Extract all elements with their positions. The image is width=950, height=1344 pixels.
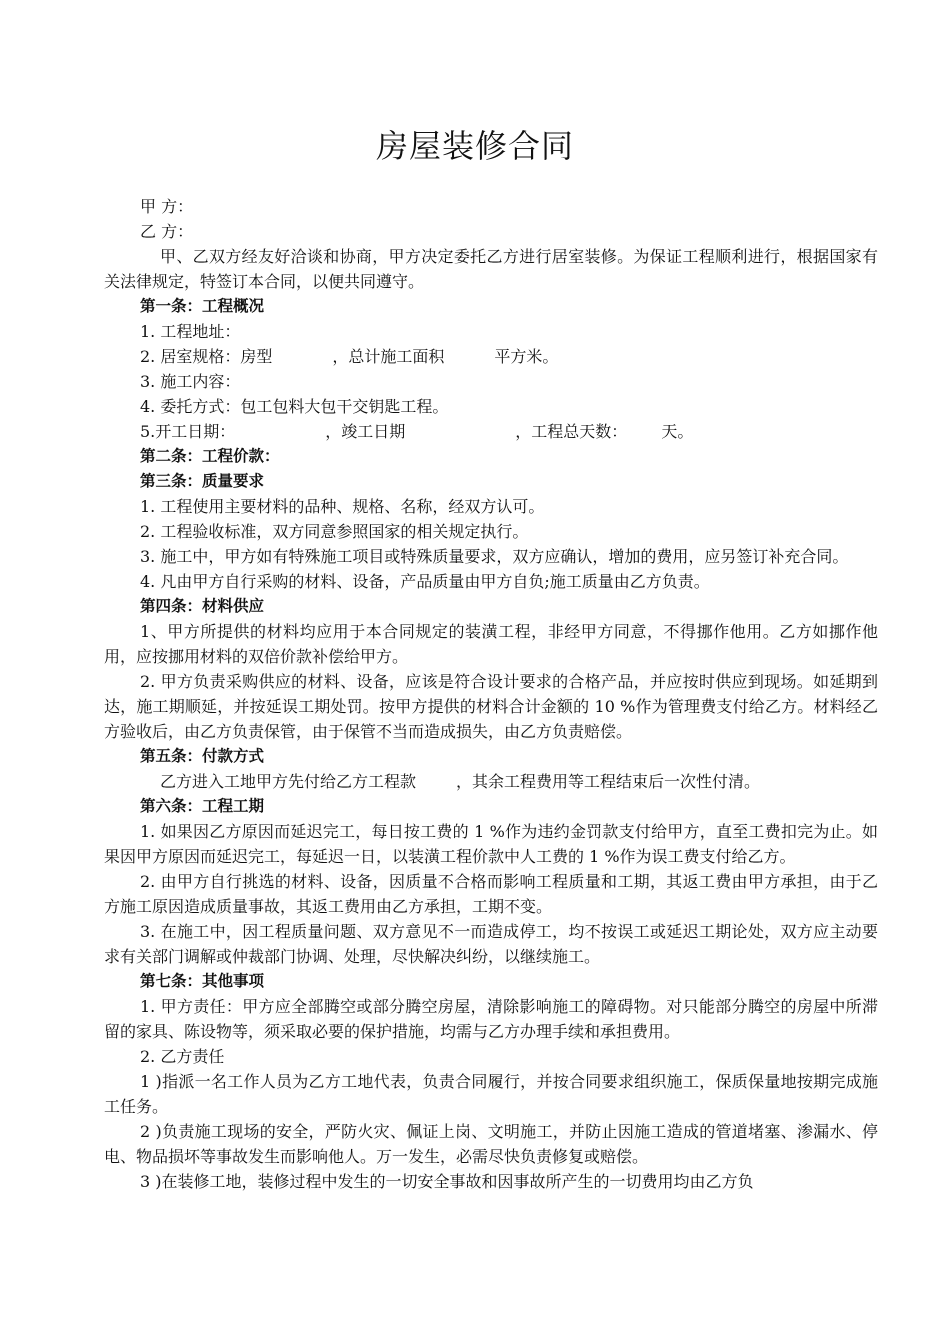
article-3-item: 4. 凡由甲方自行采购的材料、设备，产品质量由甲方自负;施工质量由乙方负责。 [140,572,710,591]
article-5-heading: 第五条：付款方式 [140,747,265,765]
payment-text-a: 乙方进入工地甲方先付给乙方工程款 [160,772,417,791]
article-6-item: 2. 由甲方自行挑选的材料、设备，因质量不合格而影响工程质量和工期，其返工费由甲方承担，由于乙方施工原因造成质量事故，其返工费用由乙方承担，工期不变。 [104,872,878,916]
item-2-text-c: 平方米。 [494,347,559,366]
document-body [104,194,878,1194]
item-2-text-a: 2. 居室规格：房型 [140,347,273,366]
article-7-item: 2 )负责施工现场的安全，严防火灾、佩证上岗、文明施工，并防止因施工造成的管道堵塞、渗漏水、停电、物品损坏等事故发生而影响他人。万一发生，必需尽快负责修复或赔偿。 [104,1122,878,1166]
item-5-text-c: ，工程总天数： [515,422,628,441]
article-4-item: 1、甲方所提供的材料均应用于本合同规定的装潢工程，非经甲方同意，不得挪作他用。乙方如挪作他用，应按挪用材料的双倍价款补偿给甲方。 [104,622,878,666]
item-5-text-a: 5.开工日期： [140,422,236,441]
article-4-item: 2. 甲方负责采购供应的材料、设备，应该是符合设计要求的合格产品，并应按时供应到现场。如延期到达，施工期顺延，并按延误工期处罚。按甲方提供的材料合计金额的 10 %作为管理费支付给乙方。材料经乙方验收后，由乙方负责保管，由于保管不当而造成损失，由乙方负责赔偿。 [104,672,878,741]
article-2-heading: 第二条：工程价款： [140,447,280,465]
article-4-heading: 第四条：材料供应 [140,597,265,615]
item-2-text-b: ，总计施工面积 [332,347,445,366]
article-7-heading: 第七条：其他事项 [140,972,265,990]
party-a-line: 甲 方： [140,197,194,216]
party-b-line: 乙 方： [140,222,194,241]
article-7-item: 2. 乙方责任 [140,1047,225,1066]
article-6-item: 3. 在施工中，因工程质量问题、双方意见不一而造成停工，均不按误工或延迟工期论处，双方应主动要求有关部门调解或仲裁部门协调、处理，尽快解决纠纷，以继续施工。 [104,922,878,966]
article-6-heading: 第六条：工程工期 [140,797,265,815]
intro-paragraph: 甲、乙双方经友好洽谈和协商，甲方决定委托乙方进行居室装修。为保证工程顺利进行，根据国家有关法律规定，特签订本合同，以便共同遵守。 [104,247,878,291]
article-3-item: 2. 工程验收标准，双方同意参照国家的相关规定执行。 [140,522,529,541]
article-7-item: 1. 甲方责任：甲方应全部腾空或部分腾空房屋，清除影响施工的障碍物。对只能部分腾空的房屋中所滞留的家具、陈设物等，须采取必要的保护措施，均需与乙方办理手续和承担费用。 [104,997,878,1041]
item-5-text-b: ，竣工日期 [325,422,406,441]
article-1-item-3: 3. 施工内容： [140,372,241,391]
document-title: 房屋装修合同 [375,127,574,165]
article-3-heading: 第三条：质量要求 [140,472,265,490]
article-7-item: 1 )指派一名工作人员为乙方工地代表，负责合同履行，并按合同要求组织施工，保质保量地按期完成施工任务。 [104,1072,878,1116]
item-5-text-d: 天。 [661,422,694,441]
article-1-item-5 [104,419,878,444]
article-1-item-2 [104,344,878,369]
article-7-item: 3 )在装修工地，装修过程中发生的一切安全事故和因事故所产生的一切费用均由乙方负 [140,1172,754,1191]
article-6-item: 1. 如果因乙方原因而延迟完工，每日按工费的 1 %作为违约金罚款支付给甲方，直至工费扣完为止。如果因甲方原因而延迟完工，每延迟一日，以装潢工程价款中人工费的 1 %作为误工费支付给乙方。 [104,822,878,866]
article-1-heading: 第一条：工程概况 [140,297,265,315]
article-3-item: 1. 工程使用主要材料的品种、规格、名称，经双方认可。 [140,497,545,516]
article-1-item-1: 1. 工程地址： [140,322,241,341]
article-5-text [104,769,878,794]
article-3-item: 3. 施工中，甲方如有特殊施工项目或特殊质量要求，双方应确认，增加的费用，应另签订补充合同。 [140,547,849,566]
article-1-item-4: 4. 委托方式：包工包料大包干交钥匙工程。 [140,397,449,416]
payment-text-b: ，其余工程费用等工程结束后一次性付清。 [456,772,761,791]
